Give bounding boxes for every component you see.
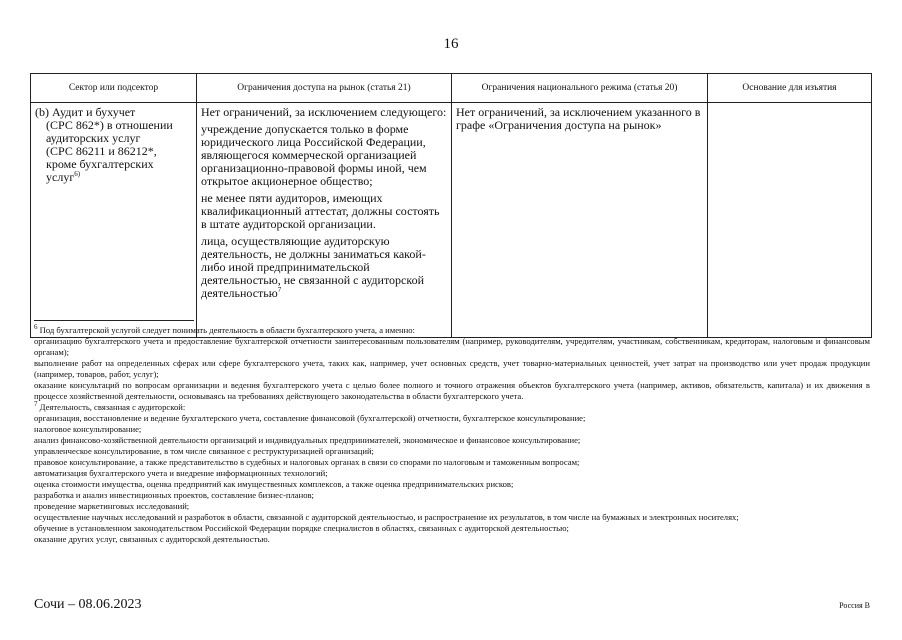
footnote-line	[34, 402, 870, 413]
header-sector: Сектор или подсектор	[31, 74, 197, 103]
footnote-line: выполнение работ на определенных сферах или сфере бухгалтерского учета, таких как, например, учет основных средств, учет товарно-материальных ценностей, учет затрат на производство или учет продаж продукции (например, товаров, работ, услуг);	[34, 358, 870, 379]
header-exemption-basis: Основание для изъятия	[708, 74, 872, 103]
footnote-mark: 7	[34, 400, 38, 409]
footnote-mark: 6	[34, 323, 38, 332]
footer-mark: Россия В	[839, 601, 870, 610]
footnote-line: автоматизация бухгалтерского учета и внедрение информационных технологий;	[34, 468, 328, 478]
sector-line-last	[35, 171, 192, 184]
header-national-treatment: Ограничения национального режима (статья 20)	[452, 74, 708, 103]
sector-line: (СРС 862*) в отношении	[46, 118, 173, 132]
sector-line: (b) Аудит и бухучет	[35, 105, 136, 119]
footnote-ref-7: 7	[277, 286, 282, 294]
sector-line: аудиторских услуг	[46, 131, 141, 145]
market-access-text: лица, осуществляющие аудиторскую деятельность, не должны заниматься какой-либо иной предпринимательской деятельностью, не связанной с аудиторской деятельностью	[201, 234, 426, 300]
market-access-para: учреждение допускается только в форме юридического лица Российской Федерации, являющегося коммерческой организацией организационно-правовой формы иной, чем открытое акционерное общество;	[201, 122, 427, 188]
commitments-table	[30, 73, 872, 338]
footnote-line: правовое консультирование, а также представительство в судебных и налоговых органах в связи со спорами по налоговым и таможенным вопросам;	[34, 457, 580, 467]
table-row	[31, 103, 872, 338]
footnotes	[34, 325, 870, 545]
cell-national-treatment: Нет ограничений, за исключением указанного в графе «Ограничения доступа на рынок»	[452, 103, 708, 338]
cell-market-access	[197, 103, 452, 338]
footnote-text: Деятельность, связанная с аудиторской:	[37, 402, 186, 412]
sector-line-text: услуг	[46, 170, 75, 184]
table-header-row	[31, 74, 872, 103]
header-market-access: Ограничения доступа на рынок (статья 21)	[197, 74, 452, 103]
footnote-ref-6: 6)	[74, 170, 81, 178]
footnote-line	[34, 325, 870, 336]
page-number: 16	[443, 36, 459, 52]
footnote-line: оказание других услуг, связанных с аудиторской деятельностью.	[34, 534, 270, 544]
market-access-para: Нет ограничений, за исключением следующего:	[201, 105, 447, 119]
footnote-line: осуществление научных исследований и разработок в области, связанной с аудиторской деятельностью, и распространение их результатов, в том числе на бумажных и электронных носителях;	[34, 512, 739, 522]
footnote-line: организация, восстановление и ведение бухгалтерского учета, составление финансовой (бухгалтерской) отчетности, бухгалтерское консультирование;	[34, 413, 586, 423]
footnote-text: Под бухгалтерской услугой следует понимать деятельность в области бухгалтерского учета, а именно:	[37, 325, 415, 335]
footnote-line: анализ финансово-хозяйственной деятельности организаций и индивидуальных предпринимателей, экономическое и финансовое консультирование;	[34, 435, 581, 445]
market-access-para: не менее пяти аудиторов, имеющих квалификационный аттестат, должны состоять в штате аудиторской организации.	[201, 191, 440, 231]
footnote-line: проведение маркетинговых исследований;	[34, 501, 190, 511]
cell-exemption-basis	[708, 103, 872, 338]
footnote-separator	[34, 320, 194, 321]
cell-sector	[31, 103, 197, 338]
footnote-line: разработка и анализ инвестиционных проектов, составление бизнес-планов;	[34, 490, 314, 500]
market-access-para-last	[201, 235, 447, 300]
footnote-line: оказание консультаций по вопросам организации и ведения бухгалтерского учета с целью более полного и точного отражения объектов бухгалтерского учета (например, активов, обязательств, капитала) и их движения в процессе хозяйственной деятельности, основываясь на требованиях действующего законодательства в области бухгалтерского учета.	[34, 380, 870, 401]
footnote-line: налоговое консультирование;	[34, 424, 142, 434]
footer-location-date: Сочи – 08.06.2023	[34, 597, 142, 612]
sector-line: кроме бухгалтерских	[46, 157, 154, 171]
footnote-line: обучение в установленном законодательством Российской Федерации порядке специалистов в областях, связанных с аудиторской деятельностью;	[34, 523, 569, 533]
sector-line: (СРС 86211 и 86212*,	[46, 144, 157, 158]
footnote-line: организацию бухгалтерского учета и предоставление бухгалтерской отчетности заинтересованным пользователям (например, руководителям, учредителям, участникам, собственникам, кредиторам, налоговым и финансовым органам);	[34, 336, 870, 357]
footnote-line: управленческое консультирование, в том числе связанное с реструктуризацией организаций;	[34, 446, 374, 456]
footnote-line: оценка стоимости имущества, оценка предприятий как имущественных комплексов, а также оценка предпринимательских рисков;	[34, 479, 514, 489]
